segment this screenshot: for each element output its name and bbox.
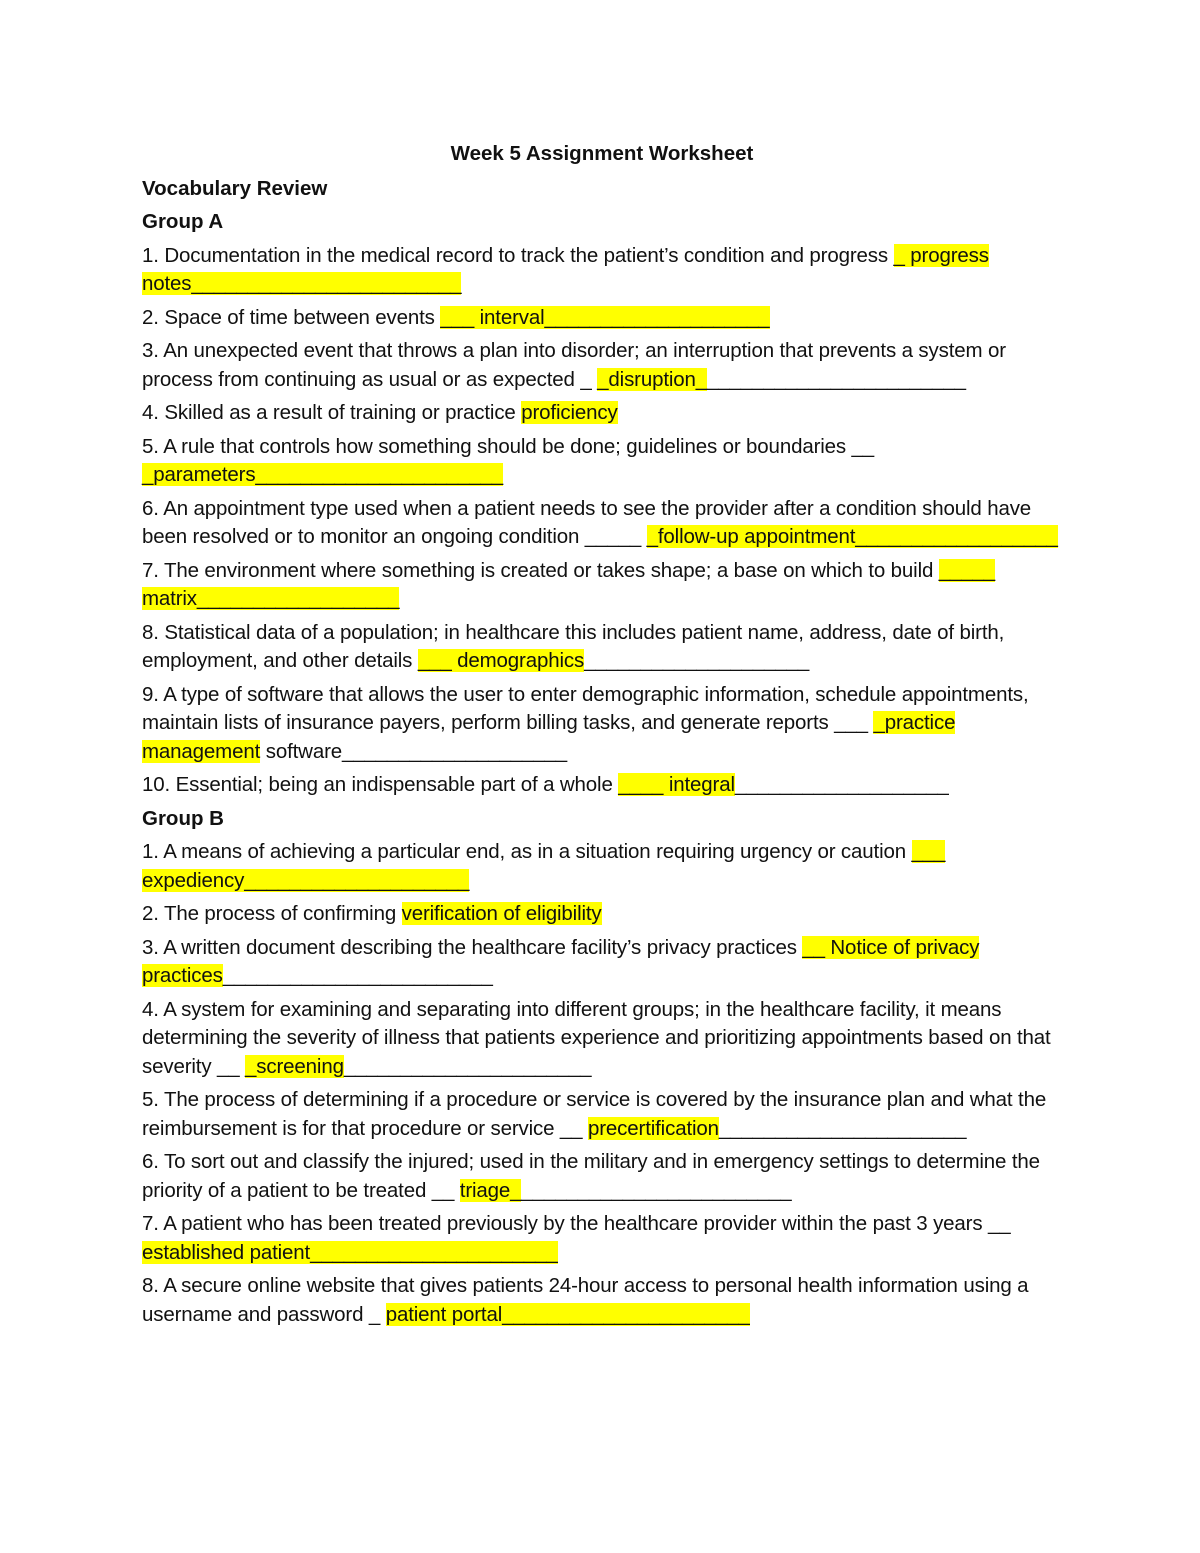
question-text: 8. Statistical data of a population; in healthcare this includes patient name, address, date of birth, employment, and other details [142, 620, 1005, 672]
answer-highlight: _follow-up appointment__________________ [646, 525, 1058, 548]
answer-highlight: ____ integral [618, 773, 735, 796]
answer-blank: ______________________ [718, 1116, 967, 1140]
answer-highlight: ___ expediency____________________ [142, 840, 946, 892]
answer-blank: ________________________ [521, 1178, 792, 1202]
answer-highlight: precertification [587, 1116, 719, 1140]
group-a-item-6 [142, 495, 1062, 552]
question-text: 3. A written document describing the healthcare facility’s privacy practices [142, 935, 803, 959]
group-b-item-8 [142, 1272, 1062, 1329]
question-text: 5. The process of determining if a procedure or service is covered by the insurance plan and what the reimbursement is for that procedure or service __ [142, 1088, 1047, 1140]
group-a-item-9 [142, 681, 1062, 767]
question-text: 6. To sort out and classify the injured; used in the military and in emergency settings to determine the priority of a patient to be treated __ [142, 1150, 1040, 1202]
question-text: 5. A rule that controls how something should be done; guidelines or boundaries __ [142, 434, 875, 458]
answer-blank: software____________________ [260, 739, 568, 763]
question-text: 4. Skilled as a result of training or practice [142, 401, 522, 424]
answer-highlight: ___ interval____________________ [440, 305, 770, 329]
answer-highlight: _screening [245, 1054, 344, 1078]
section-heading: Vocabulary Review [142, 176, 328, 200]
group-b-item-7 [142, 1210, 1062, 1267]
answer-highlight: established patient______________________ [142, 1240, 558, 1264]
question-text: 4. A system for examining and separating into different groups; in the healthcare facility, it means determining the severity of illness that patients experience and prioritizing appointments based on that severity __ [142, 997, 1051, 1078]
answer-highlight: _disruption_ [597, 367, 708, 391]
question-text: 1. A means of achieving a particular end, as in a situation requiring urgency or caution [142, 840, 912, 863]
group-a-item-8 [142, 619, 1062, 676]
question-text: 2. Space of time between events [142, 305, 441, 329]
answer-highlight: _ progress notes________________________ [142, 243, 989, 295]
answer-highlight: triage_ [459, 1178, 522, 1202]
question-text: 2. The process of confirming [142, 902, 402, 925]
worksheet-content [142, 140, 1062, 1334]
group-b-item-3 [142, 934, 1062, 991]
answer-highlight: _practice management [142, 711, 956, 763]
answer-blank: ______________________ [343, 1054, 592, 1078]
question-text: 10. Essential; being an indispensable part of a whole [142, 773, 619, 796]
group-b-item-5 [142, 1086, 1062, 1143]
answer-highlight: _parameters______________________ [142, 463, 503, 486]
group-a-item-10 [142, 771, 1062, 800]
group-a-item-3 [142, 337, 1062, 394]
group-a-item-2 [142, 304, 1062, 333]
group-b-item-2 [142, 900, 1062, 929]
answer-blank: ________________________ [222, 964, 493, 987]
answer-blank: ____________________ [584, 649, 810, 672]
question-text: 1. Documentation in the medical record to track the patient’s condition and progress [142, 243, 894, 267]
group-a-item-7 [142, 557, 1062, 614]
group-b-item-1 [142, 838, 1062, 895]
group-b-heading: Group B [142, 806, 224, 830]
answer-highlight: verification of eligibility [401, 902, 602, 925]
answer-blank: ___________________ [734, 773, 949, 796]
question-text: 7. The environment where something is created or takes shape; a base on which to build [142, 558, 939, 582]
question-text: 6. An appointment type used when a patient needs to see the provider after a condition should have been resolved or to monitor an ongoing condition _____ [142, 496, 1032, 548]
group-b-item-4 [142, 996, 1062, 1082]
answer-highlight: ___ demographics [417, 649, 585, 672]
answer-blank: _______________________ [707, 367, 966, 391]
group-a-item-1 [142, 242, 1062, 299]
question-text: 3. An unexpected event that throws a plan into disorder; an interruption that prevents a system or process from continuing as usual or as expected _ [142, 339, 1006, 391]
answer-highlight: proficiency [521, 401, 618, 424]
group-a-item-4 [142, 399, 1062, 428]
question-text: 9. A type of software that allows the user to enter demographic information, schedule appointments, maintain lists of insurance payers, perform billing tasks, and generate reports ___ [142, 682, 1029, 734]
group-b-item-6 [142, 1148, 1062, 1205]
page-title: Week 5 Assignment Worksheet [450, 142, 754, 165]
question-text: 8. A secure online website that gives patients 24-hour access to personal health information using a username and password _ [142, 1274, 1029, 1326]
answer-highlight: _____ matrix__________________ [142, 558, 996, 610]
group-a-heading: Group A [142, 210, 224, 233]
group-a-item-5 [142, 433, 1062, 490]
answer-highlight: patient portal______________________ [385, 1302, 750, 1326]
answer-highlight: __ Notice of privacy practices [142, 935, 980, 987]
question-text: 7. A patient who has been treated previously by the healthcare provider within the past 3 years __ [142, 1212, 1011, 1235]
